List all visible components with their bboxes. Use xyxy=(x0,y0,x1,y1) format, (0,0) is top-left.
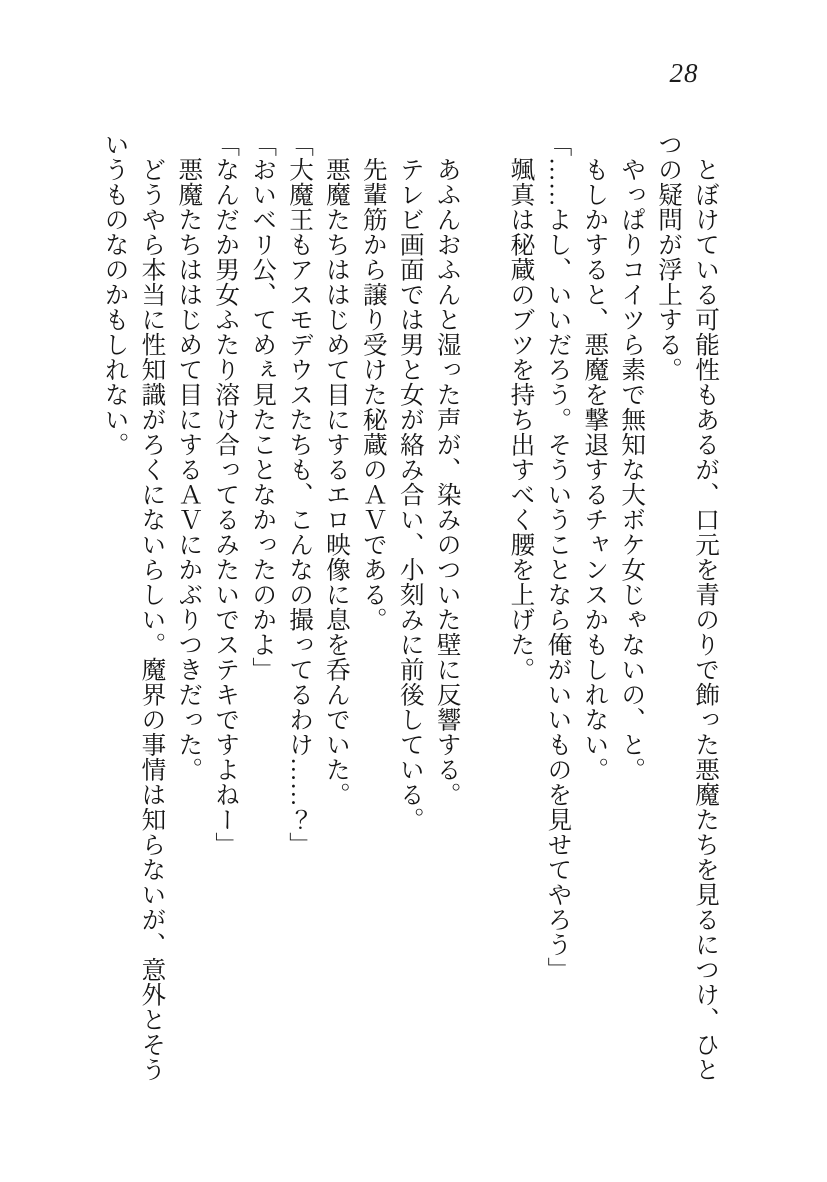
paragraph: あふんおふんと湿った声が、染みのついた壁に反響する。 xyxy=(433,157,461,807)
paragraph: やっぱりコイツら素で無知な大ボケ女じゃないの、と。 xyxy=(618,157,646,782)
paragraph: 颯真は秘蔵のブツを持ち出すべく腰を上げた。 xyxy=(507,157,535,682)
paragraph-break xyxy=(465,132,502,1084)
paragraph: 「……よし、いいだろう。そういうことなら俺がいいものを見せてやろう」 xyxy=(544,132,572,982)
page-number: 28 xyxy=(669,58,699,88)
paragraph: 先輩筋から譲り受けた秘蔵のＡＶである。 xyxy=(359,157,387,632)
paragraph: 悪魔たちははじめて目にするＡＶにかぶりつきだった。 xyxy=(175,157,203,782)
vertical-text-block xyxy=(96,132,723,1084)
paragraph: 「大魔王もアスモデウスたちも、こんなの撮ってるわけ……？」 xyxy=(286,132,314,857)
paragraph: 「なんだか男女ふたり溶け合ってるみたいでステキですよねー」 xyxy=(212,132,240,857)
paragraph: 悪魔たちははじめて目にするエロ映像に息を呑んでいた。 xyxy=(322,157,350,807)
paragraph: とぼけている可能性もあるが、口元を青のりで飾った悪魔たちを見るにつけ、ひとつの疑問が浮上する。 xyxy=(655,132,719,1082)
paragraph: どうやら本当に性知識がろくにないらしい。魔界の事情は知らないが、意外とそういうものなのかもしれない。 xyxy=(101,132,166,1082)
paragraph: 「おいベリ公、てめぇ見たことなかったのかよ」 xyxy=(249,132,277,682)
paragraph: テレビ画面では男と女が絡み合い、小刻みに前後している。 xyxy=(396,157,424,832)
paragraph: もしかすると、悪魔を撃退するチャンスかもしれない。 xyxy=(581,157,609,782)
